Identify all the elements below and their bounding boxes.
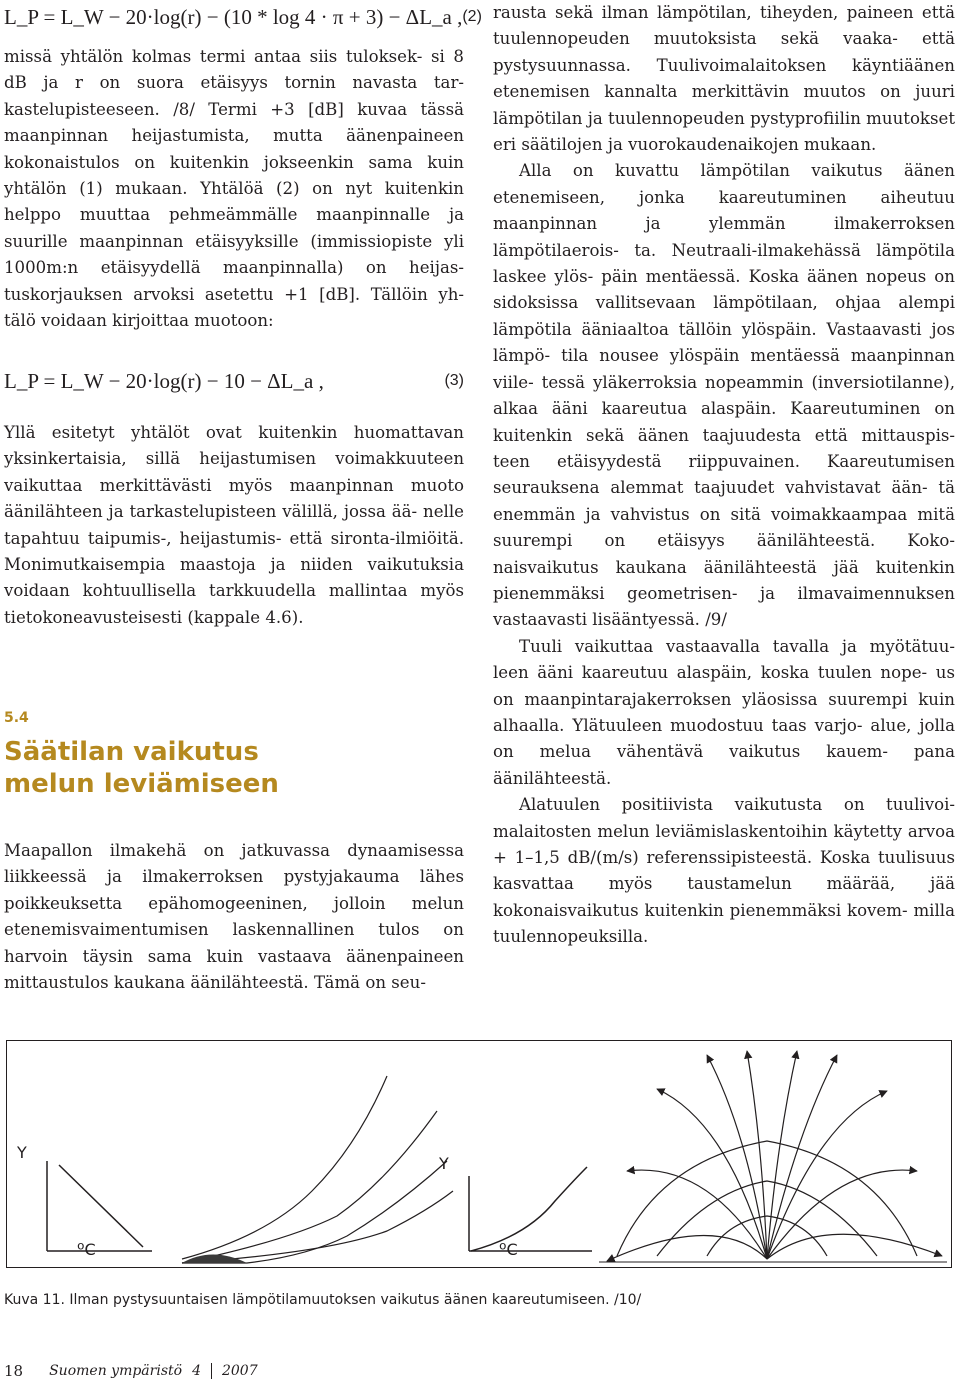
ray [182, 1076, 387, 1259]
left-temperature-line [59, 1165, 143, 1247]
separator [211, 1363, 212, 1379]
right-temperature-chart [438, 1154, 592, 1259]
page-number: 18 [4, 1362, 24, 1380]
ray [182, 1111, 437, 1263]
ray [707, 1055, 767, 1259]
equation-3 [4, 364, 464, 398]
ray [182, 1161, 447, 1263]
left-ray-diagram [182, 1076, 453, 1263]
right-column-text [493, 0, 955, 951]
ray [767, 1234, 942, 1259]
equation-3-number: (3) [444, 372, 464, 389]
ray [182, 1191, 453, 1263]
figure-temperature-profile [6, 1040, 952, 1268]
right-ray-diagram [599, 1051, 947, 1262]
figure-diagram [7, 1041, 950, 1266]
section-number: 5.4 [4, 710, 29, 726]
page-footer [4, 1362, 258, 1380]
paragraph: rausta sekä ilman lämpötilan, tiheyden, paineen että tuulennopeuden muutoksista sekä vaaka- että pystysuunnassa. Tuulivoimalaitoksen käyntiäänen etenemisen kannalta merkittävin muutos on juuri lämpötilan ja tuulennopeuden pystyprofiilin muutokset eri säätilojen ja vuorokaudenaikojen mukaan. [493, 3, 955, 155]
right-temperature-line [471, 1167, 587, 1251]
paragraph: Alla on kuvattu lämpötilan vaikutus äänen etenemiseen, jonka kaareutuminen aiheutuu maanpinnan ja ylemmän ilmakerroksen lämpötilaerois- ta. Neutraali-ilmakehässä lämpötila laskee ylös- päin mentäessä. Koska äänen nopeus on sidoksissa vallitsevaan lämpötilaan, ohjaa alempi lämpötila ääniaaltoa tällöin ylöspäin. Vastaavasti jos lämpö- tila nousee ylöspäin mentäessä maanpinnan viile- tessä yläkerroksia nopeammin (inversiotilanne), alkaa ääni kaareutua alaspäin. Kaareutuminen on kuitenkin sekä äänen taajuudesta että mittauspis- teen etäisyydestä riippuvainen. Kaareutumisen seurauksena alemmat taajuudet vahvistavat ään- tä enemmän ja vahvistus on sitä voimakkaampaa mitä suurempi on etäisyys äänilähteestä. Koko- naisvaikutus kaukana äänilähteestä jää kuitenkin pienemmäksi geometrisen- ja ilmavaimennuksen vastaavasti lisääntyessä. /9/ [493, 161, 955, 630]
wavefront-arc [617, 1141, 917, 1256]
right-y-label: Y [439, 1154, 449, 1173]
publication-year: 2007 [221, 1363, 258, 1379]
paragraph: Yllä esitetyt yhtälöt ovat kuitenkin huomattavan yksinkertaisia, sillä heijastumisen voimakkuuteen vaikuttaa merkittävästi myös maanpinnan muoto äänilähteen ja tarkastelupisteen välillä, jossa ää- nelle tapahtuu taipumis-, heijastumis- että sironta-ilmiöitä. Monimutkaisempia maastoja ja niiden vaikutuksia voidaan kohtuullisella tarkkuudella mallintaa myös tietokoneavusteisesti (kappale 4.6). [4, 423, 464, 627]
left-temperature-chart [16, 1143, 152, 1259]
paragraph: missä yhtälön kolmas termi antaa siis tuloksek- si 8 dB ja r on suora etäisyys tornin navasta tar- kastelupisteeseen. /8/ Termi +3 [dB] kuvaa tässä maanpinnan heijastumista, mutta äänenpaineen kokonaistulos on kuitenkin jokseenkin sama kuin yhtälön (1) mukaan. Yhtälöä (2) on nyt kuitenkin helppo muuttaa pehmeämmälle maanpinnalle ja suurille maanpinnan etäisyyksille (immissiopiste yli 1000m:n etäisyydellä maanpinnalla) on heijas- tuskorjauksen arvoksi asetettu +1 [dB]. Tällöin yh- tälö voidaan kirjoittaa muotoon: [4, 47, 464, 331]
ray [607, 1235, 767, 1261]
publication-name: Suomen ympäristö [49, 1363, 183, 1379]
wavefront-arc [657, 1181, 877, 1256]
figure-caption: Kuva 11. Ilman pystysuuntaisen lämpötilamuutoksen vaikutus äänen kaareutumiseen. /10/ [4, 1292, 642, 1308]
section-title: Säätilan vaikutus melun leviämiseen [4, 737, 279, 799]
left-y-label: Y [17, 1143, 27, 1162]
equation-2 [4, 0, 482, 34]
paragraph: Alatuulen positiivista vaikutusta on tuulivoi- malaitosten melun leviämislaskentoihin käytetty arvoa + 1–1,5 dB/(m/s) referenssipisteestä. Koska tuulisuus kasvattaa myös taustamelun määrää, jää kokonaisvaikutus kuitenkin pienemmäksi kovem- milla tuulennopeuksilla. [493, 795, 955, 947]
issue-number: 4 [192, 1363, 201, 1379]
equation-2-number: (2) [462, 8, 482, 25]
left-x-label: ºC [77, 1240, 96, 1259]
paragraph: Tuuli vaikuttaa vastaavalla tavalla ja myötätuu- leen ääni kaareutuu alaspäin, koska tuulen nope- us on maanpintarajakerroksen yläosissa suurempi kuin alhaalla. Ylätuuleen muodostuu taas varjo- alue, jolla on melua vähentävä vaikutus kauem- pana äänilähteestä. [493, 636, 955, 788]
equation-3-formula: L_P = L_W − 20·log(r) − 10 − ΔL_a , [4, 368, 324, 393]
right-x-label: ºC [499, 1240, 518, 1259]
paragraph: Maapallon ilmakehä on jatkuvassa dynaamisessa liikkeessä ja ilmakerroksen pystyjakauma lähes poikkeuksetta epähomogeeninen, jolloin melun etenemisvaimentumisen laskennallinen tulos on harvoin täysin sama kuin vastaava äänenpaineen mittaustulos kaukana äänilähteestä. Tämä on seu- [4, 841, 464, 993]
equation-2-formula: L_P = L_W − 20·log(r) − (10 * log 4 · π + 3) − ΔL_a , [4, 4, 463, 29]
